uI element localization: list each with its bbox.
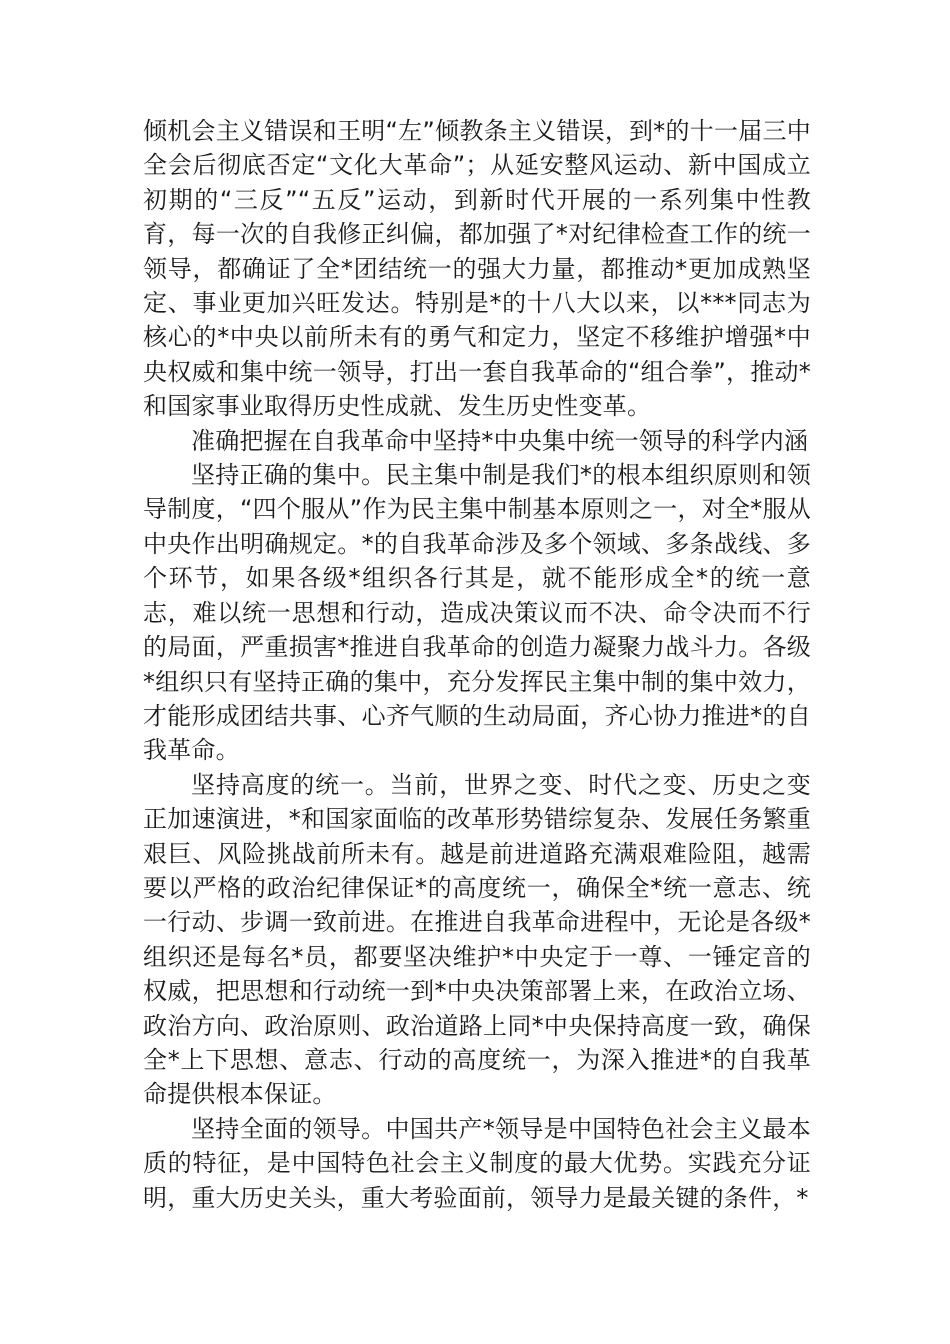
paragraph-high-unity: 坚持高度的统一。当前，世界之变、时代之变、历史之变正加速演进，*和国家面临的改革形势错综复杂、发展任务繁重艰巨、风险挑战前所未有。越是前进道路充满艰难险阻，越需要以严格的政治纪律保证*的高度统一，确保全*统一意志、统一行动、步调一致前进。在推进自我革命进程中，无论是各级*组织还是每名*员，都要坚决维护*中央定于一尊、一锤定音的权威，把思想和行动统一到*中央决策部署上来，在政治立场、政治方向、政治原则、政治道路上同*中央保持高度一致，确保全*上下思想、意志、行动的高度统一，为深入推进*的自我革命提供根本保证。 [143,770,811,1109]
paragraph-continuation: 倾机会主义错误和王明“左”倾教条主义错误，到*的十一届三中全会后彻底否定“文化大革命”；从延安整风运动、新中国成立初期的“三反”“五反”运动，到新时代开展的一系列集中性教育，每一次的自我修正纠偏，都加强了*对纪律检查工作的统一领导，都确证了全*团结统一的强大力量，都推动*更加成熟坚定、事业更加兴旺发达。特别是*的十八大以来，以***同志为核心的*中央以前所未有的勇气和定力，坚定不移维护增强*中央权威和集中统一领导，打出一套自我革命的“组合拳”，推动*和国家事业取得历史性成就、发生历史性变革。 [143,117,811,421]
document-body [143,114,811,1215]
section-heading: 准确把握在自我革命中坚持*中央集中统一领导的科学内涵 [191,426,809,455]
paragraph-comprehensive-leadership: 坚持全面的领导。中国共产*领导是中国特色社会主义最本质的特征，是中国特色社会主义制度的最大优势。实践充分证明，重大历史关头，重大考验面前，领导力是最关键的条件，* [143,1114,811,1212]
paragraph-correct-centralization: 坚持正确的集中。民主集中制是我们*的根本组织原则和领导制度，“四个服从”作为民主集中制基本原则之一，对全*服从中央作出明确规定。*的自我革命涉及多个领域、多条战线、多个环节，如果各级*组织各行其是，就不能形成全*的统一意志，难以统一思想和行动，造成决策议而不决、命令决而不行的局面，严重损害*推进自我革命的创造力凝聚力战斗力。各级*组织只有坚持正确的集中，充分发挥民主集中制的集中效力，才能形成团结共事、心齐气顺的生动局面，齐心协力推进*的自我革命。 [143,461,811,765]
